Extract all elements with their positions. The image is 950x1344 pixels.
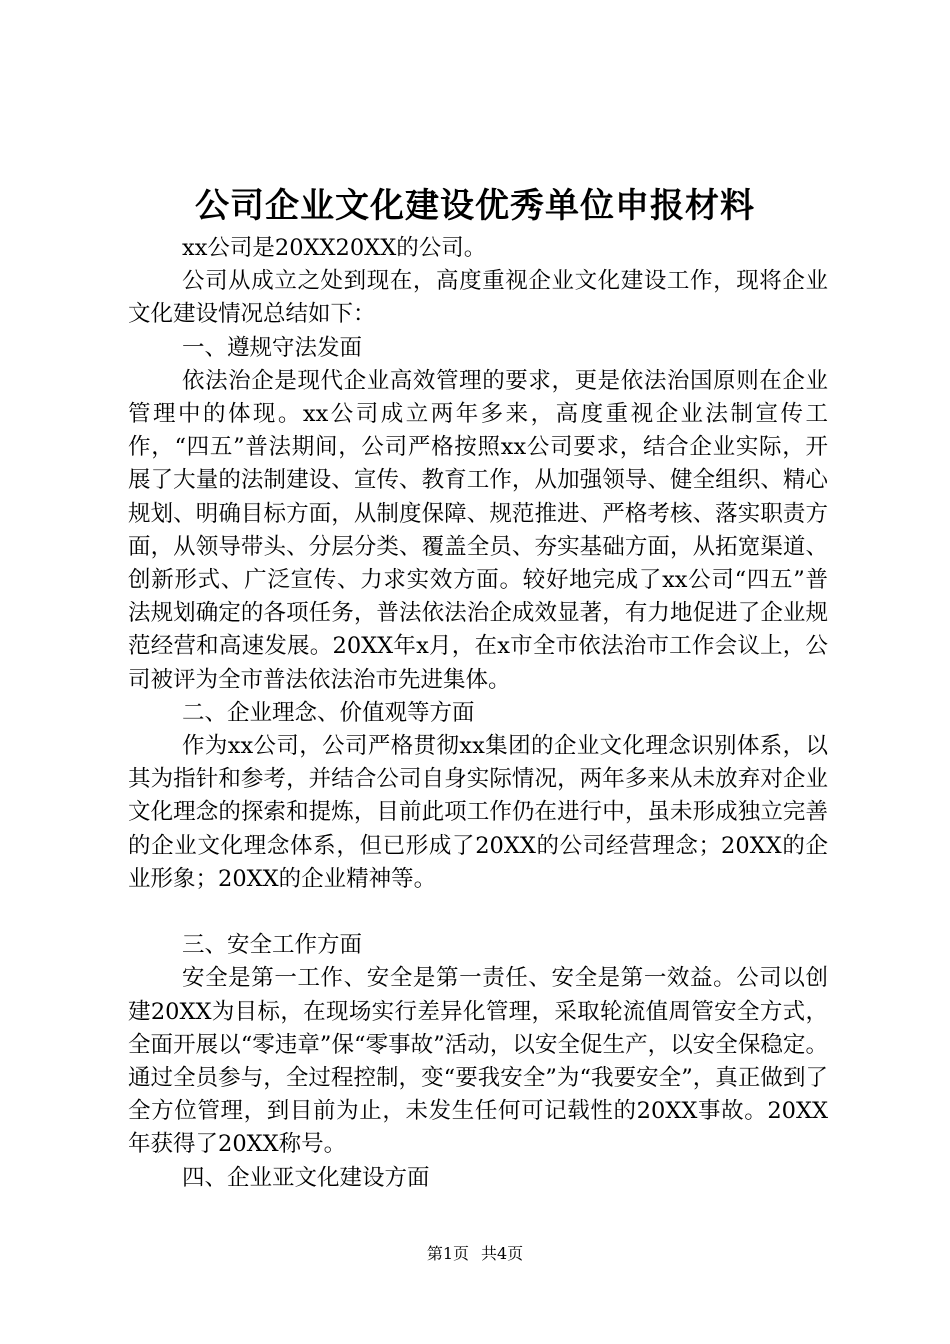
document-title: 公司企业文化建设优秀单位申报材料 [195,186,755,226]
document-body [128,232,828,1195]
page-footer [0,1243,950,1265]
section-2-paragraph: 作为xx公司，公司严格贯彻xx集团的企业文化理念识别体系，以其为指针和参考，并结合公司自身实际情况，两年多来从未放弃对企业文化理念的探索和提炼，目前此项工作仍在进行中，虽未形成独立完善的企业文化理念体系，但已形成了20XX的公司经营理念；20XX的企业形象；20XX的企业精神等。 [128,733,828,892]
page-total: 共4页 [481,1244,524,1263]
section-heading-2: 二、企业理念、价值观等方面 [182,699,475,726]
summary-paragraph: 公司从成立之处到现在，高度重视企业文化建设工作，现将企业文化建设情况总结如下： [128,268,828,328]
section-heading-3: 三、安全工作方面 [182,932,363,959]
intro-paragraph: xx公司是20XX20XX的公司。 [182,235,487,261]
section-heading-4: 四、企业亚文化建设方面 [182,1164,430,1191]
section-1-paragraph: 依法治企是现代企业高效管理的要求，更是依法治国原则在企业管理中的体现。xx公司成立两年多来，高度重视企业法制宣传工作，“四五”普法期间，公司严格按照xx公司要求，结合企业实际，开展了大量的法制建设、宣传、教育工作，从加强领导、健全组织、精心规划、明确目标方面，从制度保障、规范推进、严格考核、落实职责方面，从领导带头、分层分类、覆盖全员、夯实基础方面，从拓宽渠道、创新形式、广泛宣传、力求实效方面。较好地完成了xx公司“四五”普法规划确定的各项任务，普法依法治企成效显著，有力地促进了企业规范经营和高速发展。20XX年x月，在x市全市依法治市工作会议上，公司被评为全市普法依法治市先进集体。 [128,367,828,693]
section-3-paragraph: 安全是第一工作、安全是第一责任、安全是第一效益。公司以创建20XX为目标，在现场实行差异化管理，采取轮流值周管安全方式，全面开展以“零违章”保“零事故”活动，以安全促生产，以安全保稳定。通过全员参与，全过程控制，变“要我安全”为“我要安全”，真正做到了全方位管理，到目前为止，未发生任何可记载性的20XX事故。20XX年获得了20XX称号。 [128,965,828,1158]
section-heading-1: 一、遵规守法发面 [182,334,363,361]
page-number: 第1页 [426,1244,469,1263]
